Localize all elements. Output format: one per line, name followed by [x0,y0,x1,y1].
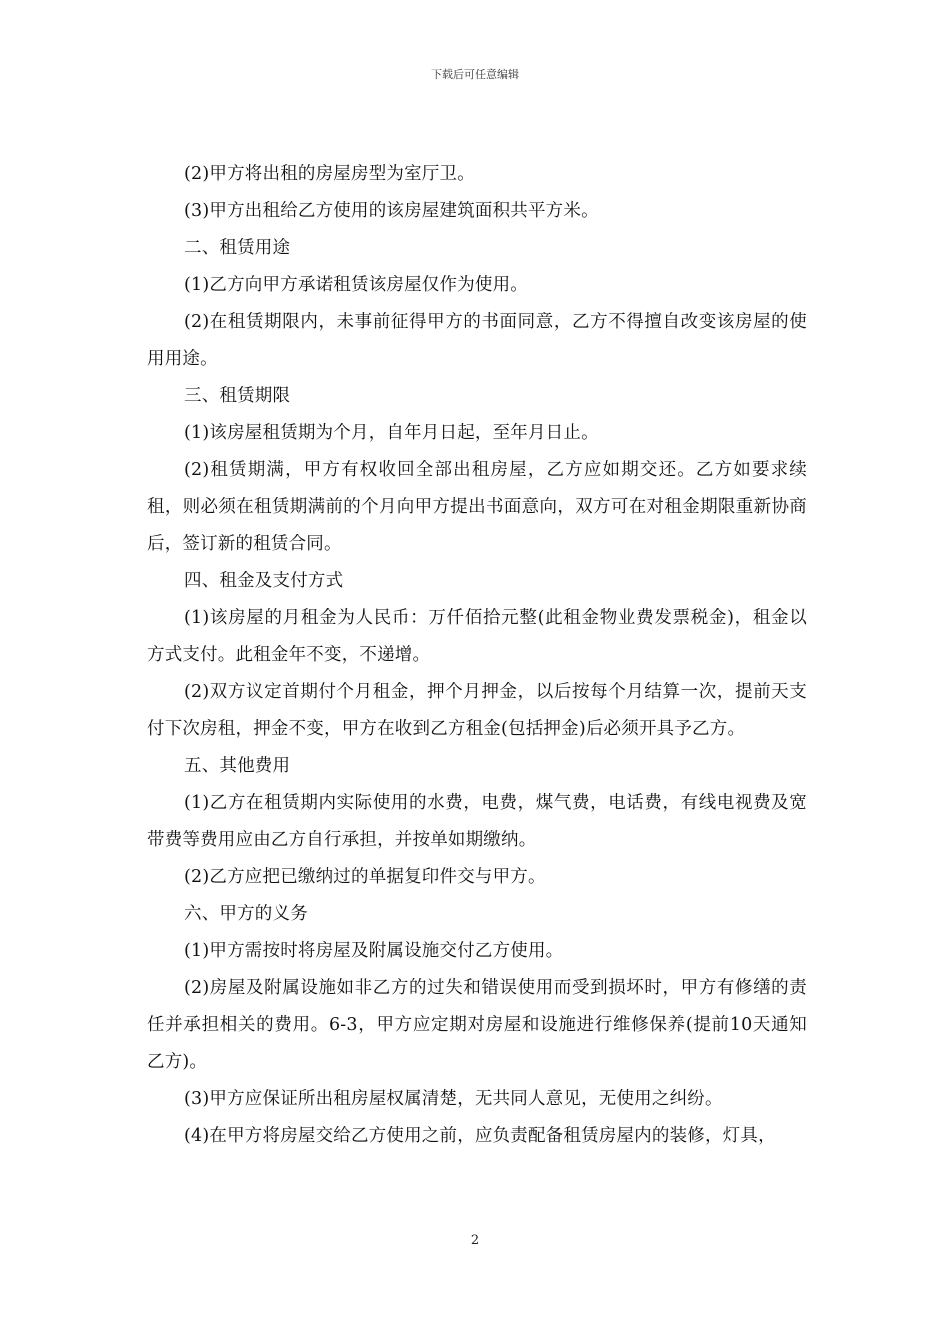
page-number: 2 [470,1233,480,1248]
paragraph: (1)乙方在租赁期内实际使用的水费，电费，煤气费，电话费，有线电视费及宽带费等费用应由乙方自行承担，并按单如期缴纳。 [147,793,807,850]
paragraph: (2)甲方将出租的房屋房型为室厅卫。 [184,164,475,184]
section-heading: 五、其他费用 [184,756,291,776]
section-heading: 二、租赁用途 [184,238,291,258]
paragraph: (4)在甲方将房屋交给乙方使用之前，应负责配备租赁房屋内的装修，灯具， [184,1126,776,1146]
paragraph: (2)双方议定首期付个月租金，押个月押金，以后按每个月结算一次，提前天支付下次房租，押金不变，甲方在收到乙方租金(包括押金)后必须开具予乙方。 [147,682,807,739]
paragraph: (1)该房屋租赁期为个月，自年月日起，至年月日止。 [184,423,599,443]
section-heading: 六、甲方的义务 [184,904,308,924]
section-heading: 四、租金及支付方式 [184,571,344,591]
paragraph: (1)甲方需按时将房屋及附属设施交付乙方使用。 [184,941,564,961]
paragraph: (1)该房屋的月租金为人民币：万仟佰拾元整(此租金物业费发票税金)，租金以方式支付。此租金年不变，不递增。 [147,608,807,665]
paragraph: (1)乙方向甲方承诺租赁该房屋仅作为使用。 [184,275,528,295]
page-header: 下载后可任意编辑 [431,68,519,81]
paragraph: (3)甲方出租给乙方使用的该房屋建筑面积共平方米。 [184,201,599,221]
paragraph: (2)乙方应把已缴纳过的单据复印件交与甲方。 [184,867,546,887]
paragraph: (2)房屋及附属设施如非乙方的过失和错误使用而受到损坏时，甲方有修缮的责任并承担相关的费用。6-3，甲方应定期对房屋和设施进行维修保养(提前10天通知乙方)。 [147,978,807,1072]
paragraph: (2)租赁期满，甲方有权收回全部出租房屋，乙方应如期交还。乙方如要求续租，则必须在租赁期满前的个月向甲方提出书面意向，双方可在对租金期限重新协商后，签订新的租赁合同。 [147,460,807,554]
document-body [147,156,807,1155]
section-heading: 三、租赁期限 [184,386,291,406]
paragraph: (2)在租赁期限内，未事前征得甲方的书面同意，乙方不得擅自改变该房屋的使用用途。 [147,312,807,369]
paragraph: (3)甲方应保证所出租房屋权属清楚，无共同人意见，无使用之纠纷。 [184,1089,723,1109]
